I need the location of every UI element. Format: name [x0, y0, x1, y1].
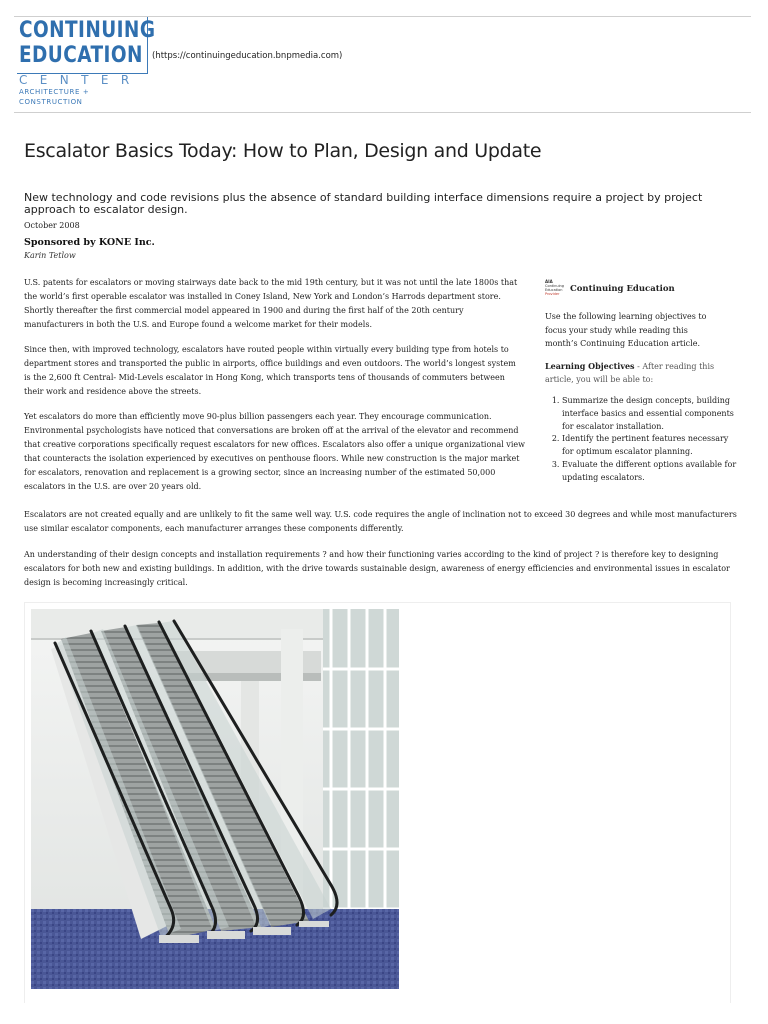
objective-item: 3. Evaluate the different options available for updating escalators. [562, 459, 737, 485]
objectives-label: Learning Objectives [545, 361, 635, 371]
body-paragraph: Yet escalators do more than efficiently move 90-plus billion passengers each year. They encourage communication. Environmental psychologists have noticed that conversations are broken off at the arrival of the elevator and recommend that creative corporations specifically request escalators for new offices. Escalators also offer a unique organizational view that counteracts the isolation experienced by executives on penthouse floors. While new construction is the major market for escalators, renovation and replacement is a growing sector, since an increasing number of the estimated 50,000 escalators in the U.S. are over 20 years old. [24, 412, 525, 491]
objectives-list [545, 395, 737, 485]
logo-line-center: CENTER [19, 73, 142, 87]
objective-item: 2. Identify the pertinent features necessary for optimum escalator planning. [562, 433, 737, 459]
sidebar-intro: Use the following learning objectives to focus your study while reading this month’s Continuing Education article. [545, 312, 707, 348]
logo-line-continuing: CONTINUING [19, 18, 156, 43]
article-title: Escalator Basics Today: How to Plan, Design and Update [24, 140, 542, 162]
aia-provider-badge [545, 280, 567, 300]
header-divider [14, 112, 751, 113]
body-paragraph: Escalators are not created equally and are unlikely to fit the same well way. U.S. code requires the angle of inclination not to exceed 30 degrees and while most manufacturers use similar escalator components, each manufacturer arranges these components differently. [24, 510, 737, 533]
badge-education: Education [545, 288, 563, 292]
article-date: October 2008 [24, 221, 80, 230]
badge-continuing: Continuing [545, 284, 564, 288]
source-url[interactable]: (https://continuingeducation.bnpmedia.com) [152, 51, 343, 61]
continuing-education-center-logo[interactable] [17, 17, 156, 106]
escalator-photo [31, 609, 399, 989]
body-paragraph: U.S. patents for escalators or moving stairways date back to the mid 19th century, but it was not until the late 1800s that the world’s first operable escalator was installed in Coney Island, New York and London’s Harrods department store. Shortly thereafter the first commercial model appeared in 1900 and during the first half of the 20th century manufacturers in both the U.S. and Europe found a welcome market for their models. [24, 278, 518, 329]
logo-line-education: EDUCATION [19, 43, 143, 68]
sponsor-line: Sponsored by KONE Inc. [24, 237, 155, 248]
objectives-intro [545, 360, 715, 386]
article-deck: New technology and code revisions plus the absence of standard building interface dimensions require a project by project approach to escalator design. [24, 191, 703, 216]
logo-line-architecture: ARCHITECTURE + CONSTRUCTION [19, 88, 90, 106]
objective-item: 1. Summarize the design concepts, building interface basics and essential components for escalator installation. [562, 395, 737, 433]
objectives-lead: - After reading this article, you will be able to: [545, 362, 715, 384]
badge-aia: AIA [545, 279, 553, 284]
body-paragraph: An understanding of their design concepts and installation requirements ? and how their functioning varies according to the kind of project ? is therefore key to designing escalators for both new and existing buildings. In addition, with the drive towards sustainable design, awareness of energy efficiencies and environmental issues in escalator design is becoming increasingly critical. [24, 550, 730, 587]
body-paragraph: Since then, with improved technology, escalators have routed people within virtually every building type from hotels to department stores and transported the public in airports, office buildings and even outdoors. The world’s longest system is the 2,600 ft Central- Mid-Levels escalator in Hong Kong, which transports tens of thousands of commuters between their work and residence above the streets. [24, 345, 516, 396]
figure-frame [24, 602, 731, 1003]
badge-provider: Provider [545, 292, 560, 296]
author-name: Karin Tetlow [24, 251, 76, 260]
sidebar-heading: Continuing Education [570, 284, 675, 294]
